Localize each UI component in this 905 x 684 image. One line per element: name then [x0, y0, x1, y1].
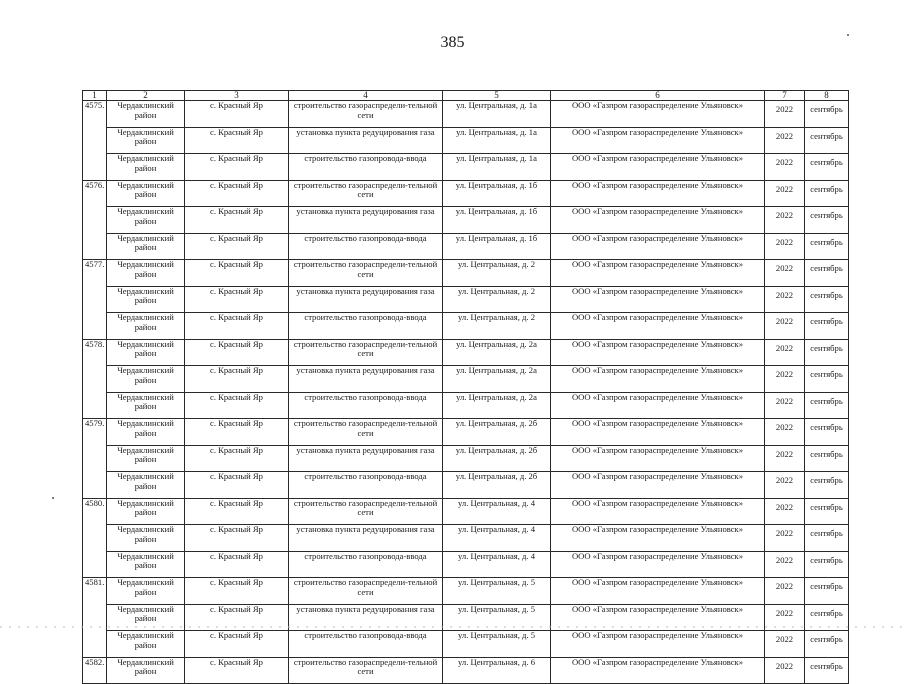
table-row: [83, 472, 849, 499]
settlement-cell: с. Красный Яр: [185, 631, 289, 658]
month-cell: сентябрь: [805, 127, 849, 154]
owner-cell: ООО «Газпром газораспределение Ульяновск»: [551, 260, 765, 287]
column-header: 6: [551, 91, 765, 101]
district-cell: Чердаклинский район: [107, 313, 185, 340]
scan-speck: [52, 497, 54, 499]
month-cell: сентябрь: [805, 366, 849, 393]
year-cell: 2022: [765, 525, 805, 552]
table-row: [83, 233, 849, 260]
address-cell: ул. Центральная, д. 1б: [443, 233, 551, 260]
year-cell: 2022: [765, 339, 805, 366]
settlement-cell: с. Красный Яр: [185, 498, 289, 525]
address-cell: ул. Центральная, д. 4: [443, 498, 551, 525]
settlement-cell: с. Красный Яр: [185, 445, 289, 472]
work-type-cell: установка пункта редуцирования газа: [289, 127, 443, 154]
work-type-cell: установка пункта редуцирования газа: [289, 286, 443, 313]
table-row: [83, 101, 849, 128]
address-cell: ул. Центральная, д. 4: [443, 525, 551, 552]
month-cell: сентябрь: [805, 604, 849, 631]
year-cell: 2022: [765, 631, 805, 658]
owner-cell: ООО «Газпром газораспределение Ульяновск»: [551, 207, 765, 234]
address-cell: ул. Центральная, д. 2а: [443, 339, 551, 366]
settlement-cell: с. Красный Яр: [185, 551, 289, 578]
table-row: [83, 657, 849, 684]
settlement-cell: с. Красный Яр: [185, 286, 289, 313]
settlement-cell: с. Красный Яр: [185, 233, 289, 260]
settlement-cell: с. Красный Яр: [185, 657, 289, 684]
district-cell: Чердаклинский район: [107, 578, 185, 605]
work-type-cell: строительство газораспредели-тельной сети: [289, 657, 443, 684]
column-header: 4: [289, 91, 443, 101]
address-cell: ул. Центральная, д. 5: [443, 631, 551, 658]
month-cell: сентябрь: [805, 578, 849, 605]
owner-cell: ООО «Газпром газораспределение Ульяновск»: [551, 631, 765, 658]
table-row: [83, 260, 849, 287]
district-cell: Чердаклинский район: [107, 101, 185, 128]
scan-speck: [847, 34, 849, 36]
address-cell: ул. Центральная, д. 2б: [443, 419, 551, 446]
work-type-cell: строительство газораспредели-тельной сети: [289, 260, 443, 287]
month-cell: сентябрь: [805, 313, 849, 340]
district-cell: Чердаклинский район: [107, 366, 185, 393]
table-row: [83, 180, 849, 207]
month-cell: сентябрь: [805, 472, 849, 499]
work-type-cell: строительство газопровода-ввода: [289, 392, 443, 419]
year-cell: 2022: [765, 180, 805, 207]
year-cell: 2022: [765, 578, 805, 605]
table-row: [83, 127, 849, 154]
address-cell: ул. Центральная, д. 4: [443, 551, 551, 578]
table-row: [83, 631, 849, 658]
work-type-cell: строительство газопровода-ввода: [289, 154, 443, 181]
settlement-cell: с. Красный Яр: [185, 578, 289, 605]
work-type-cell: строительство газопровода-ввода: [289, 233, 443, 260]
owner-cell: ООО «Газпром газораспределение Ульяновск»: [551, 525, 765, 552]
work-type-cell: строительство газопровода-ввода: [289, 472, 443, 499]
address-cell: ул. Центральная, д. 2: [443, 260, 551, 287]
column-header: 2: [107, 91, 185, 101]
address-cell: ул. Центральная, д. 2: [443, 286, 551, 313]
month-cell: сентябрь: [805, 260, 849, 287]
settlement-cell: с. Красный Яр: [185, 472, 289, 499]
year-cell: 2022: [765, 260, 805, 287]
owner-cell: ООО «Газпром газораспределение Ульяновск»: [551, 313, 765, 340]
owner-cell: ООО «Газпром газораспределение Ульяновск»: [551, 392, 765, 419]
month-cell: сентябрь: [805, 657, 849, 684]
year-cell: 2022: [765, 392, 805, 419]
month-cell: сентябрь: [805, 631, 849, 658]
district-cell: Чердаклинский район: [107, 392, 185, 419]
address-cell: ул. Центральная, д. 6: [443, 657, 551, 684]
table-body: [83, 101, 849, 684]
owner-cell: ООО «Газпром газораспределение Ульяновск»: [551, 472, 765, 499]
settlement-cell: с. Красный Яр: [185, 207, 289, 234]
district-cell: Чердаклинский район: [107, 631, 185, 658]
page-number: 385: [440, 34, 465, 51]
table-row: [83, 578, 849, 605]
settlement-cell: с. Красный Яр: [185, 180, 289, 207]
district-cell: Чердаклинский район: [107, 657, 185, 684]
district-cell: Чердаклинский район: [107, 260, 185, 287]
work-type-cell: строительство газораспредели-тельной сети: [289, 578, 443, 605]
owner-cell: ООО «Газпром газораспределение Ульяновск»: [551, 366, 765, 393]
year-cell: 2022: [765, 101, 805, 128]
month-cell: сентябрь: [805, 498, 849, 525]
district-cell: Чердаклинский район: [107, 154, 185, 181]
district-cell: Чердаклинский район: [107, 604, 185, 631]
address-cell: ул. Центральная, д. 1а: [443, 154, 551, 181]
owner-cell: ООО «Газпром газораспределение Ульяновск»: [551, 498, 765, 525]
district-cell: Чердаклинский район: [107, 498, 185, 525]
work-type-cell: строительство газораспредели-тельной сети: [289, 419, 443, 446]
address-cell: ул. Центральная, д. 2а: [443, 392, 551, 419]
table-row: [83, 419, 849, 446]
entry-number-cell: 4581.: [83, 578, 107, 658]
table-row: [83, 207, 849, 234]
year-cell: 2022: [765, 604, 805, 631]
settlement-cell: с. Красный Яр: [185, 313, 289, 340]
address-cell: ул. Центральная, д. 2б: [443, 445, 551, 472]
work-type-cell: установка пункта редуцирования газа: [289, 445, 443, 472]
table-row: [83, 286, 849, 313]
work-type-cell: строительство газораспредели-тельной сети: [289, 101, 443, 128]
entry-number-cell: 4577.: [83, 260, 107, 340]
entry-number-cell: 4579.: [83, 419, 107, 499]
month-cell: сентябрь: [805, 525, 849, 552]
column-header: 1: [83, 91, 107, 101]
month-cell: сентябрь: [805, 392, 849, 419]
work-type-cell: установка пункта редуцирования газа: [289, 525, 443, 552]
scan-artifact-line: [0, 626, 905, 628]
district-cell: Чердаклинский район: [107, 127, 185, 154]
table-row: [83, 525, 849, 552]
settlement-cell: с. Красный Яр: [185, 366, 289, 393]
year-cell: 2022: [765, 445, 805, 472]
year-cell: 2022: [765, 207, 805, 234]
address-cell: ул. Центральная, д. 1а: [443, 127, 551, 154]
district-cell: Чердаклинский район: [107, 419, 185, 446]
owner-cell: ООО «Газпром газораспределение Ульяновск»: [551, 286, 765, 313]
entry-number-cell: 4582.: [83, 657, 107, 684]
owner-cell: ООО «Газпром газораспределение Ульяновск»: [551, 419, 765, 446]
table-row: [83, 498, 849, 525]
owner-cell: ООО «Газпром газораспределение Ульяновск»: [551, 578, 765, 605]
month-cell: сентябрь: [805, 286, 849, 313]
month-cell: сентябрь: [805, 180, 849, 207]
settlement-cell: с. Красный Яр: [185, 101, 289, 128]
column-header: 3: [185, 91, 289, 101]
address-cell: ул. Центральная, д. 2: [443, 313, 551, 340]
table-row: [83, 154, 849, 181]
address-cell: ул. Центральная, д. 1б: [443, 180, 551, 207]
district-cell: Чердаклинский район: [107, 472, 185, 499]
address-cell: ул. Центральная, д. 2б: [443, 472, 551, 499]
document-table: [82, 90, 849, 684]
owner-cell: ООО «Газпром газораспределение Ульяновск»: [551, 657, 765, 684]
month-cell: сентябрь: [805, 339, 849, 366]
table-row: [83, 551, 849, 578]
month-cell: сентябрь: [805, 101, 849, 128]
settlement-cell: с. Красный Яр: [185, 260, 289, 287]
table-row: [83, 392, 849, 419]
year-cell: 2022: [765, 657, 805, 684]
year-cell: 2022: [765, 313, 805, 340]
entry-number-cell: 4578.: [83, 339, 107, 419]
year-cell: 2022: [765, 472, 805, 499]
owner-cell: ООО «Газпром газораспределение Ульяновск»: [551, 180, 765, 207]
work-type-cell: строительство газораспредели-тельной сети: [289, 180, 443, 207]
owner-cell: ООО «Газпром газораспределение Ульяновск»: [551, 339, 765, 366]
year-cell: 2022: [765, 286, 805, 313]
district-cell: Чердаклинский район: [107, 551, 185, 578]
district-cell: Чердаклинский район: [107, 445, 185, 472]
entry-number-cell: 4575.: [83, 101, 107, 181]
address-cell: ул. Центральная, д. 2а: [443, 366, 551, 393]
district-cell: Чердаклинский район: [107, 233, 185, 260]
district-cell: Чердаклинский район: [107, 286, 185, 313]
year-cell: 2022: [765, 419, 805, 446]
settlement-cell: с. Красный Яр: [185, 525, 289, 552]
month-cell: сентябрь: [805, 419, 849, 446]
owner-cell: ООО «Газпром газораспределение Ульяновск»: [551, 127, 765, 154]
work-type-cell: установка пункта редуцирования газа: [289, 366, 443, 393]
year-cell: 2022: [765, 498, 805, 525]
work-type-cell: установка пункта редуцирования газа: [289, 207, 443, 234]
address-cell: ул. Центральная, д. 1а: [443, 101, 551, 128]
year-cell: 2022: [765, 154, 805, 181]
work-type-cell: строительство газопровода-ввода: [289, 313, 443, 340]
address-cell: ул. Центральная, д. 1б: [443, 207, 551, 234]
column-header: 7: [765, 91, 805, 101]
address-cell: ул. Центральная, д. 5: [443, 604, 551, 631]
table-row: [83, 366, 849, 393]
year-cell: 2022: [765, 551, 805, 578]
settlement-cell: с. Красный Яр: [185, 339, 289, 366]
table-row: [83, 339, 849, 366]
owner-cell: ООО «Газпром газораспределение Ульяновск»: [551, 154, 765, 181]
settlement-cell: с. Красный Яр: [185, 392, 289, 419]
work-type-cell: строительство газораспредели-тельной сети: [289, 498, 443, 525]
address-cell: ул. Центральная, д. 5: [443, 578, 551, 605]
district-cell: Чердаклинский район: [107, 207, 185, 234]
district-cell: Чердаклинский район: [107, 339, 185, 366]
work-type-cell: строительство газопровода-ввода: [289, 551, 443, 578]
owner-cell: ООО «Газпром газораспределение Ульяновск»: [551, 233, 765, 260]
owner-cell: ООО «Газпром газораспределение Ульяновск»: [551, 101, 765, 128]
district-cell: Чердаклинский район: [107, 525, 185, 552]
year-cell: 2022: [765, 233, 805, 260]
work-type-cell: строительство газораспредели-тельной сети: [289, 339, 443, 366]
entry-number-cell: 4580.: [83, 498, 107, 578]
owner-cell: ООО «Газпром газораспределение Ульяновск»: [551, 445, 765, 472]
column-header: 8: [805, 91, 849, 101]
owner-cell: ООО «Газпром газораспределение Ульяновск»: [551, 604, 765, 631]
settlement-cell: с. Красный Яр: [185, 154, 289, 181]
entry-number-cell: 4576.: [83, 180, 107, 260]
column-header: 5: [443, 91, 551, 101]
month-cell: сентябрь: [805, 233, 849, 260]
header-row: [83, 91, 849, 101]
month-cell: сентябрь: [805, 551, 849, 578]
work-type-cell: строительство газопровода-ввода: [289, 631, 443, 658]
table-row: [83, 313, 849, 340]
settlement-cell: с. Красный Яр: [185, 127, 289, 154]
district-cell: Чердаклинский район: [107, 180, 185, 207]
month-cell: сентябрь: [805, 445, 849, 472]
settlement-cell: с. Красный Яр: [185, 419, 289, 446]
month-cell: сентябрь: [805, 207, 849, 234]
table-row: [83, 445, 849, 472]
year-cell: 2022: [765, 366, 805, 393]
owner-cell: ООО «Газпром газораспределение Ульяновск»: [551, 551, 765, 578]
year-cell: 2022: [765, 127, 805, 154]
settlement-cell: с. Красный Яр: [185, 604, 289, 631]
month-cell: сентябрь: [805, 154, 849, 181]
work-type-cell: установка пункта редуцирования газа: [289, 604, 443, 631]
